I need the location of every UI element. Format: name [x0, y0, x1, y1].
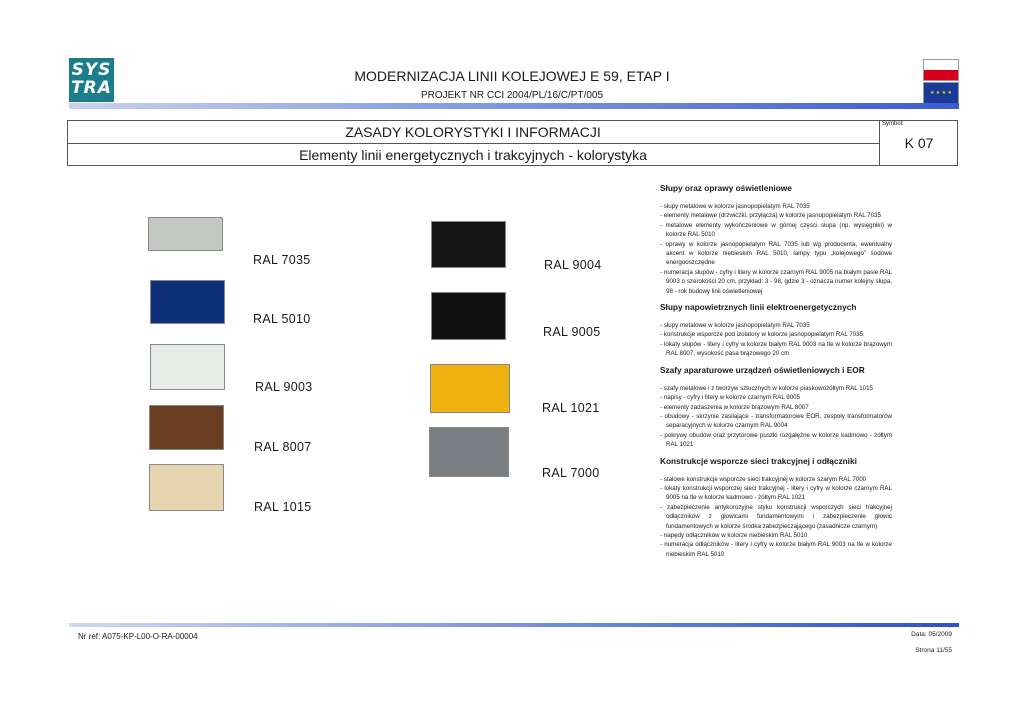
section-list: [660, 475, 892, 560]
section-heading: Słupy napowietrznych linii elektroenergetycznych: [660, 302, 857, 313]
document-subtitle: Elementy linii energetycznych i trakcyjnych - kolorystyka: [299, 147, 647, 163]
list-item: - pokrywy obudów oraz przytorowe puszki rozgałężne w kolorze kadmowo - żółtym RAL 1021: [660, 431, 892, 450]
swatch-label-ral-7035: RAL 7035: [253, 253, 311, 267]
swatch-label-ral-8007: RAL 8007: [254, 440, 312, 454]
project-number: PROJEKT NR CCI 2004/PL/16/C/PT/005: [420, 90, 604, 101]
section-list: [660, 202, 892, 296]
list-item: - szafy metalowe i z tworzyw sztucznych w kolorze piaskowożółtym RAL 1015: [660, 384, 892, 393]
header-divider-band: [69, 103, 959, 109]
section-heading: Słupy oraz oprawy oświetleniowe: [660, 183, 792, 193]
swatch-ral-9004: [431, 221, 506, 268]
swatch-label-ral-1021: RAL 1021: [542, 401, 600, 415]
list-item: - elementy metalowe (drzwiczki, przyłącza) w kolorze jasnopopielatym RAL 7035: [660, 211, 892, 220]
swatch-ral-9003: [150, 344, 225, 390]
section-list: [660, 384, 892, 450]
poland-flag-icon: [923, 59, 959, 81]
swatch-label-ral-7000: RAL 7000: [542, 466, 600, 480]
list-item: - napędy odłączników w kolorze niebieskim RAL 5010: [660, 531, 892, 540]
list-item: - oprawy w kolorze jasnopopielatym RAL 7035 lub wg producenta, ewentualny akcent w kolorze niebieskim RAL 5010, lampy typu „kolejowego” sodowe energooszczędne: [660, 240, 892, 268]
eu-flag-icon: ★ ★ ★ ★: [923, 82, 959, 104]
section-heading: Szafy aparaturowe urządzeń oświetleniowych i EOR: [660, 364, 865, 375]
swatch-label-ral-5010: RAL 5010: [253, 312, 311, 326]
list-item: - słupy metalowe w kolorze jasnopopielatym RAL 7035: [660, 321, 892, 330]
section-heading: Konstrukcje wsporcze sieci trakcyjnej i odłączniki: [660, 455, 857, 466]
page-number: Strona 11/55: [915, 647, 952, 654]
symbol-value: K 07: [904, 135, 934, 151]
swatch-ral-5010: [150, 280, 225, 324]
reference-number: Nr ref: A075-KP-L00-O-RA-00004: [78, 632, 198, 641]
list-item: - zabezpieczenie antykorozyjne styku konstrukcji wsporczych sieci trakcyjnej odłączników z głowicami fundamentowymi i zabezpieczenie głowic fundamentowych w kolorze środka zabezpieczającego (zasadnicze czarnym): [660, 503, 892, 531]
list-item: - numeracja odłączników - litery i cyfry w kolorze białym RAL 9003 na tle w kolorze niebieskim RAL 5010: [660, 540, 892, 559]
list-item: - stalowe konstrukcje wsporcze sieci trakcyjnej w kolorze szarym RAL 7000: [660, 475, 892, 484]
project-title: MODERNIZACJA LINII KOLEJOWEJ E 59, ETAP I: [354, 68, 670, 84]
list-item: - numeracja słupów - cyfry i litery w kolorze czarnym RAL 9005 na białym pasie RAL 9003 o szerokości 20 cm, przykład: 3 - 98, gdzie 3 - oznacza numer kolejny słupa, 98 - rok budowy linii oświetleniowej: [660, 268, 892, 296]
document-title: ZASADY KOLORYSTYKI I INFORMACJI: [345, 124, 601, 140]
list-item: - konstrukcje wsporcze pod izolatory w kolorze jasnopopielatym RAL 7035: [660, 330, 892, 339]
swatch-ral-9005: [431, 292, 506, 340]
list-item: - napisy - cyfry i litery w kolorze czarnym RAL 9005: [660, 393, 892, 402]
list-item: - elementy zadaszenia w kolorze brązowym RAL 8007: [660, 403, 892, 412]
swatch-ral-7035: [148, 217, 223, 251]
list-item: - lokaty słupów - litery i cyfry w kolorze białym RAL 9003 na tle w kolorze brązowym RAL 8007, wysokość pasa brązowego 20 cm: [660, 340, 892, 359]
list-item: - metalowe elementy wykończeniowe w górnej części słupa (np. wysięgniki) w kolorze RAL 5010: [660, 221, 892, 240]
swatch-ral-7000: [429, 427, 509, 477]
section-list: [660, 321, 892, 359]
systra-logo: SYS TRA: [69, 58, 114, 102]
specification-column: [660, 183, 892, 559]
swatch-ral-1021: [430, 364, 510, 413]
list-item: - słupy metalowe w kolorze jasnopopielatym RAL 7035: [660, 202, 892, 211]
swatch-ral-8007: [149, 405, 224, 450]
swatch-label-ral-1015: RAL 1015: [254, 500, 312, 514]
symbol-label: Symbol:: [882, 121, 904, 127]
swatch-label-ral-9005: RAL 9005: [543, 325, 601, 339]
swatch-ral-1015: [149, 464, 224, 511]
list-item: - lokaty konstrukcji wsporczej sieci trakcyjnej - litery i cyfry w kolorze czarnym RAL 9005 na tle w kolorze kadmowo - żółtym RAL 1021: [660, 484, 892, 503]
title-block-divider: [67, 143, 879, 144]
list-item: - obudowy - skrzynie zasilające - transformatorowe EOR, zespoły transformatorów separacyjnych w kolorze czarnym RAL 9004: [660, 412, 892, 431]
swatch-label-ral-9004: RAL 9004: [544, 258, 602, 272]
document-date: Data: 05/2009: [911, 631, 952, 638]
footer-divider-band: [69, 623, 959, 627]
swatch-label-ral-9003: RAL 9003: [255, 380, 313, 394]
